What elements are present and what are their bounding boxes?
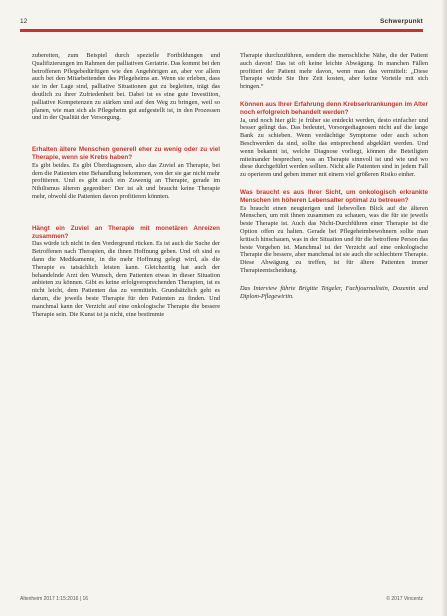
question-treatment-success: Können aus Ihrer Erfahrung denn Krebserkrankungen im Alter noch erfolgreich behandelt werden? <box>240 100 428 116</box>
page-number: 12 <box>20 18 28 25</box>
page-header <box>20 18 423 28</box>
question-monetary-incentives: Hängt ein Zuviel an Therapie mit monetären Anreizen zusammen? <box>32 224 220 240</box>
answer-treatment-success: Ja, und noch hier gilt: je früher sie entdeckt werden, desto einfacher und besser gelingt das. Das bedeutet, Vorsorgediagnosen nicht auf die lange Bank zu schieben. Wenn verdächtige Symptome oder auch schon Beschwerden da sind, sollte das entsprechend abgeklärt werden. Und wenn bekannt ist, welche Diagnose vorliegt, können die Beteiligten miteinander besprechen, was an Therapie sinnvoll ist und wie und wo diese durchgeführt werden sollten. Nicht alle Patienten sind in jedem Fall zu operieren und geben immer mit einem viel größeren Risiko einher. <box>240 116 428 179</box>
left-column <box>32 52 220 318</box>
right-intro-paragraph: Therapie durchzuführen, sondern die menschliche Nähe, die der Patient auch davon! Das ist oft keine leichte Abwägung. In manchen Fällen profitiert der Patient mehr davon, wenn man das vermittelt: „Diese Therapie würde Sie Ihre Zeit kosten, aber keine Vorteile mit sich bringen.“ <box>240 52 428 91</box>
question-optimal-care: Was braucht es aus Ihrer Sicht, um onkologisch erkrankte Menschen im höheren Lebensalter optimal zu betreuen? <box>240 188 428 204</box>
question-older-patients-therapy: Erhalten ältere Menschen generell eher zu wenig oder zu viel Therapie, wenn sie Krebs haben? <box>32 146 220 161</box>
page-edge-shadow <box>441 0 447 616</box>
interviewer-credit: Das Interview führte Brigitte Teigeler, Fachjournalistin, Dozentin und Diplom-Pflegewirtin. <box>240 284 428 300</box>
answer-monetary-incentives: Das würde ich nicht in den Vordergrund rücken. Es ist auch die Suche der Betroffenen nach Therapien, die ihnen Hoffnung geben. Und oft sind es dann die Medikamente, in die mehr Hoffnung gelegt wird, als die Therapie es tatsächlich leisten kann. Gleichzeitig hat auch der behandelnde Arzt den Wunsch, dem Patienten etwas in dieser Situation anbieten zu können. Gibt es keine erfolgversprechenden Therapien, ist es nicht leicht, dem Patienten das zu vermitteln. Grundsätzlich geht es darum, die jeweils beste Therapie für den Patienten zu finden. Und manchmal kann der Verzicht auf eine onkologische Therapie die bessere Therapie sein. Die Kunst ist ja nicht, eine bestimmte <box>32 240 220 318</box>
answer-optimal-care: Es braucht einen neugierigen und liebevollen Blick auf die älteren Menschen, um mit ihnen zusammen zu schauen, was die für sie jeweils beste Therapie ist. Auch das Nicht-Durchführen einer Therapie ist die Option offen zu halten. Gerade bei Pflegeheimbewohnern sollte man kritisch hinschauen, was in der Situation und für die betroffene Person das beste Vorgehen ist. Manchmal ist der Verzicht auf eine onkologische Therapie die bessere, aber manchmal ist sie auch die schlechtere Therapie. Diese Abwägung zu treffen, ist für ältere Patienten immer Therapieentscheidung. <box>240 204 428 274</box>
answer-older-patients-therapy: Es gibt beides. Es gibt Überdiagnosen, also das Zuviel an Therapie, bei dem die Patienten eine Behandlung bekommen, von der sie gar nicht mehr profitieren. Und es gibt auch ein Zuwenig an Therapie, gerade im Nihilismus älteren gegenüber: Der ist alt und braucht keine Therapie mehr, obwohl die Patienten davon profitieren könnten. <box>32 161 220 200</box>
left-intro-paragraph: zubereiten, zum Beispiel durch spezielle Fortbildungen und Qualifizierungen im Rahmen der palliativen Geriatrie. Das kommt bei den betroffenen Pflegebedürftigen wie den Angehörigen an, aber vor allem auch bei den Mitarbeitenden des Pflegeheims an. Wenn sie erleben, dass sie in der Lage sind, palliative Situationen gut zu begleiten, trägt das deutlich zu ihrer Zufriedenheit bei. Dabei ist es eine gute Investition, palliative Kompetenzen zu stärken und auf den Weg zu bringen, weil so planen, wie man sich als Pflegeheim gut aufgestellt ist, in den Prozessen und in der Qualität der Versorgung. <box>32 52 220 122</box>
footer-publication: Altenheim 2017 1:15:2016 | 16 <box>20 596 89 602</box>
section-label: Schwerpunkt <box>379 18 423 25</box>
right-column <box>240 52 428 300</box>
footer-copyright: © 2017 Vincentz <box>386 596 423 602</box>
header-accent-rule <box>20 29 423 32</box>
